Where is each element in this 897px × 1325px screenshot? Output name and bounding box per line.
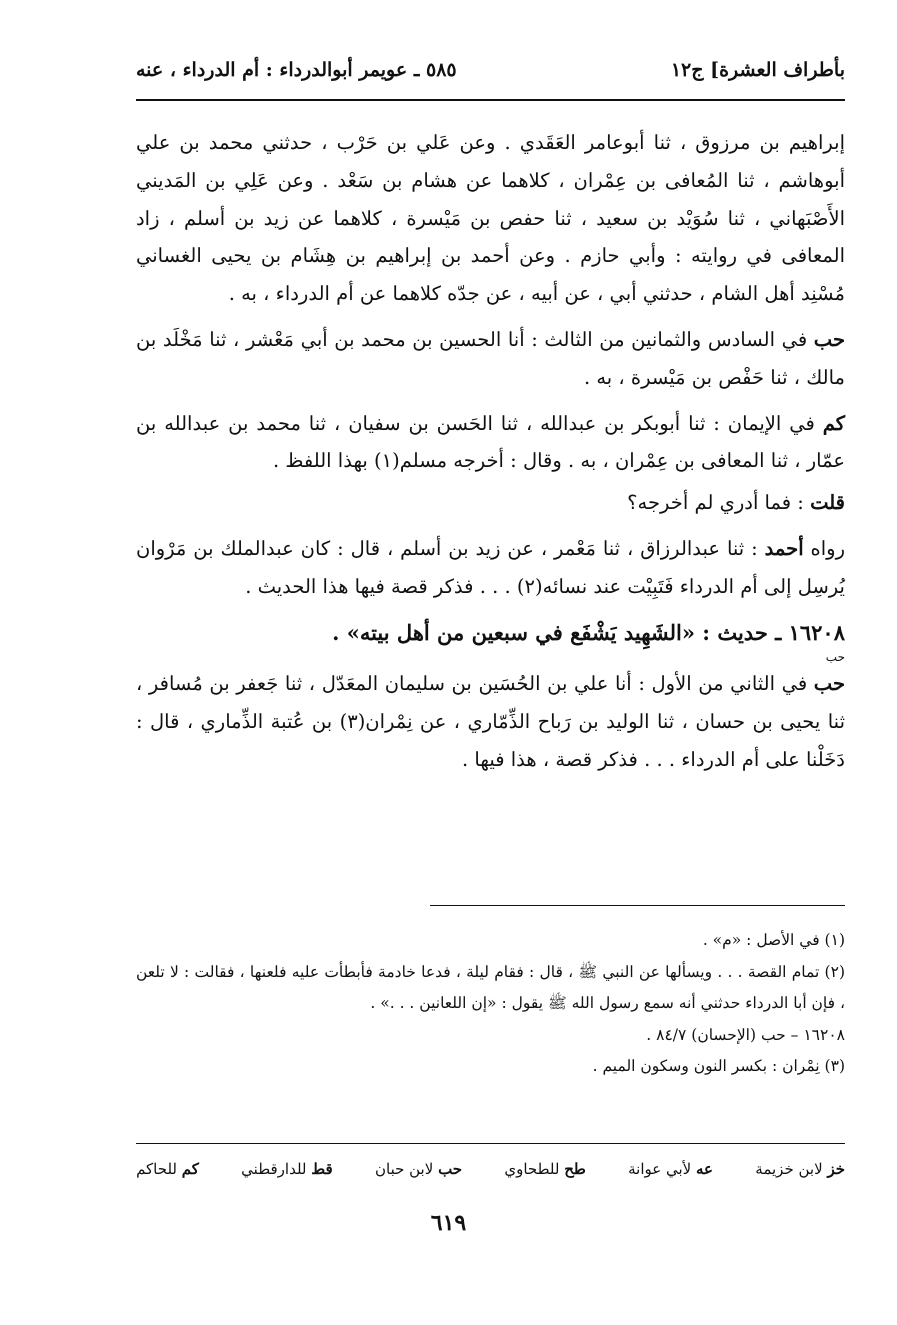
footnote-4: (٣) نِمْران : بكسر النون وسكون الميم . (592, 1057, 845, 1075)
hadith-title-text: ١٦٢٠٨ ـ حديث : «الشَهِيد يَشْفَع في سبعين من أهل بيته» . (332, 619, 845, 645)
paragraph-6 (136, 665, 845, 778)
abbr-item: قط للدارقطني (241, 1160, 333, 1178)
paragraph-text: في السادس والثمانين من الثالث : أنا الحسين بن محمد بن أبي مَعْشر ، ثنا مَخْلَد بن مالك ، ثنا حَفْص بن مَيْسرة ، به . (136, 327, 845, 389)
paragraph-1: إبراهيم بن مرزوق ، ثنا أبوعامر العَقَدي . وعن عَلي بن حَرْب ، حدثني محمد بن علي أبوهاشم ، ثنا المُعافى بن عِمْران ، كلاهما عن هشام بن سَعْد . وعن عَلِي بن المَديني الأَصْبَهاني ، ثنا سُوَيْد بن سعيد ، ثنا حفص بن مَيْسرة ، كلاهما عن زيد بن أسلم ، زاد المعافى في روايته : وأبي حازم . وعن أحمد بن إبراهيم بن هِشَام بن يحيى الغساني مُسْنِد أهل الشام ، حدثني أبي ، عن أبيه ، عن جدّه كلاهما عن أم الدرداء ، به . (136, 131, 845, 306)
header-book-title: بأطراف العشرة] ج١٢ (670, 59, 845, 81)
source-name: أحمد (764, 536, 804, 560)
main-text (136, 124, 845, 787)
paragraph-text: : فما أدري لم أخرجه؟ (627, 491, 811, 515)
footnote-2: (٢) تمام القصة . . . ويسألها عن النبي ﷺ ، قال : فقام ليلة ، فدعا خادمة فأبطأت عليه فلعنها ، فقالت : لا تلعن ، فإن أبا الدرداء حدثني أنه سمع رسول الله ﷺ يقول : «إن اللعانين . . .» . (136, 962, 845, 1012)
abbreviation-key (136, 1160, 845, 1178)
source-abbr: حب (813, 327, 845, 351)
paragraph-text: : ثنا عبدالرزاق ، ثنا مَعْمر ، عن زيد بن أسلم ، قال : كان عبدالملك بن مَرْوان يُرسِل إلى أم الدرداء فَتَبِيْت عند نسائه(٢) . . . فذكر قصة فيها هذا الحديث . (136, 536, 845, 598)
header-divider (136, 99, 845, 101)
hadith-source-marker: حب (825, 650, 845, 665)
paragraph-4 (136, 484, 845, 522)
comment-keyword: قلت (810, 491, 845, 515)
footnotes (136, 925, 845, 1083)
source-abbr: حب (813, 672, 845, 696)
abbr-item: حب لابن حبان (374, 1160, 463, 1178)
abbr-item: خز لابن خزيمة (755, 1160, 845, 1178)
abbr-item: كم للحاكم (136, 1160, 199, 1178)
paragraph-5 (136, 530, 845, 606)
paragraph-text: في الإيمان : ثنا أبوبكر بن عبدالله ، ثنا الحَسن بن سفيان ، ثنا محمد بن عبدالله بن عمّار ، ثنا المعافى بن عِمْران ، به . وقال : أخرجه مسلم(١) بهذا اللفظ . (136, 411, 845, 473)
paragraph-2 (136, 321, 845, 397)
page-number: ٦١٩ (430, 1210, 467, 1236)
source-abbr: كم (822, 411, 845, 435)
abbr-item: طح للطحاوي (504, 1160, 586, 1178)
running-header (136, 52, 845, 88)
paragraph-3 (136, 405, 845, 481)
hadith-heading (136, 614, 845, 664)
footnote-3: ١٦٢٠٨ – حب (الإحسان) ٨٤/٧ . (646, 1025, 845, 1044)
footnote-1: (١) في الأصل : «م» . (702, 931, 845, 949)
abbr-item: عه لأبي عوانة (628, 1160, 714, 1178)
paragraph-text: في الثاني من الأول : أنا علي بن الحُسَين بن سليمان المعَدّل ، ثنا جَعفر بن مُسافر ، ثنا يحيى بن حسان ، ثنا الوليد بن رَباح الذِّمّاري ، عن نِمْران(٣) بن عُتبة الذِّماري ، قال : دَخَلْنا على أم الدرداء . . . فذكر قصة ، هذا فيها . (136, 672, 845, 771)
abbreviation-divider (136, 1143, 845, 1144)
footnote-divider (430, 905, 845, 906)
header-section-title: ٥٨٥ ـ عويمر أبوالدرداء : أم الدرداء ، عنه (136, 59, 457, 81)
paragraph-prefix: رواه (803, 536, 845, 560)
